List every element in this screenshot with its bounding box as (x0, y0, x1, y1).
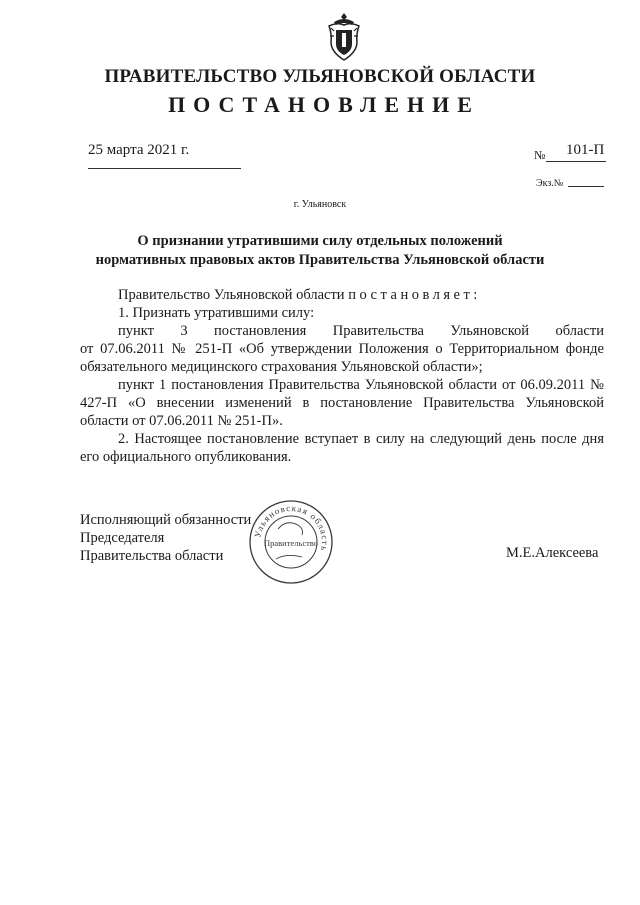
title-line-1: О признании утратившими силу отдельных положений (137, 233, 503, 249)
intro-lead: Правительство Ульяновской области (118, 287, 345, 303)
document-type: ПОСТАНОВЛЕНИЕ (168, 92, 480, 117)
title-line-2: нормативных правовых актов Правительства Ульяновской области (95, 252, 545, 268)
document-date: 25 марта 2021 г. (88, 142, 190, 158)
intro-decision: постановляет: (348, 287, 481, 303)
item-1: 1. Признать утратившими силу: (118, 305, 315, 321)
signature-position-line-3: Правительства области (80, 548, 224, 564)
copy-number-underline (568, 186, 604, 187)
item-2: 2. Настоящее постановление вступает в силу на следующий день после дня его официального опубликования. (80, 431, 604, 465)
number-sign: № (534, 148, 546, 162)
item-1a-word: области (555, 323, 604, 339)
item-1a-word: постановления (214, 323, 307, 339)
city: г. Ульяновск (293, 199, 347, 210)
signature-position-line-1: Исполняющий обязанности (80, 512, 252, 528)
intro-paragraph (80, 286, 604, 304)
item-1a-word: пункт (118, 323, 154, 339)
item-1b: пункт 1 постановления Правительства Ульяновской области от 06.09.2011 № 427-П «О внесении изменений в постановление Правительства Ульяновской области от 07.06.2011 № 251-П». (80, 377, 604, 429)
document-body (80, 286, 604, 466)
seal-ring-text: Ульяновская область (252, 502, 331, 553)
item-1a-word: 3 (180, 323, 188, 339)
number-underline (546, 161, 606, 162)
official-seal-stamp (248, 499, 334, 585)
signer-name: М.Е.Алексеева (506, 545, 599, 561)
document-number: 101-П (566, 142, 605, 158)
item-1a-first-line (80, 322, 604, 340)
date-underline (88, 168, 241, 169)
copy-number-label: Экз.№ (536, 178, 564, 189)
document-title (60, 232, 580, 270)
organization-title: ПРАВИТЕЛЬСТВО УЛЬЯНОВСКОЙ ОБЛАСТИ (104, 66, 536, 87)
seal-center-text: Правительство (263, 538, 319, 548)
signature-block (80, 511, 251, 565)
item-1a-word: Ульяновской (450, 323, 530, 339)
item-1a-word: Правительства (332, 323, 424, 339)
item-1a-continuation: от 07.06.2011 № 251-П «Об утверждении Положения о Территориальном фонде обязательного медицинского страхования Ульяновской области»; (80, 341, 604, 375)
coat-of-arms-emblem (326, 12, 362, 62)
signature-position-line-2: Председателя (80, 530, 165, 546)
